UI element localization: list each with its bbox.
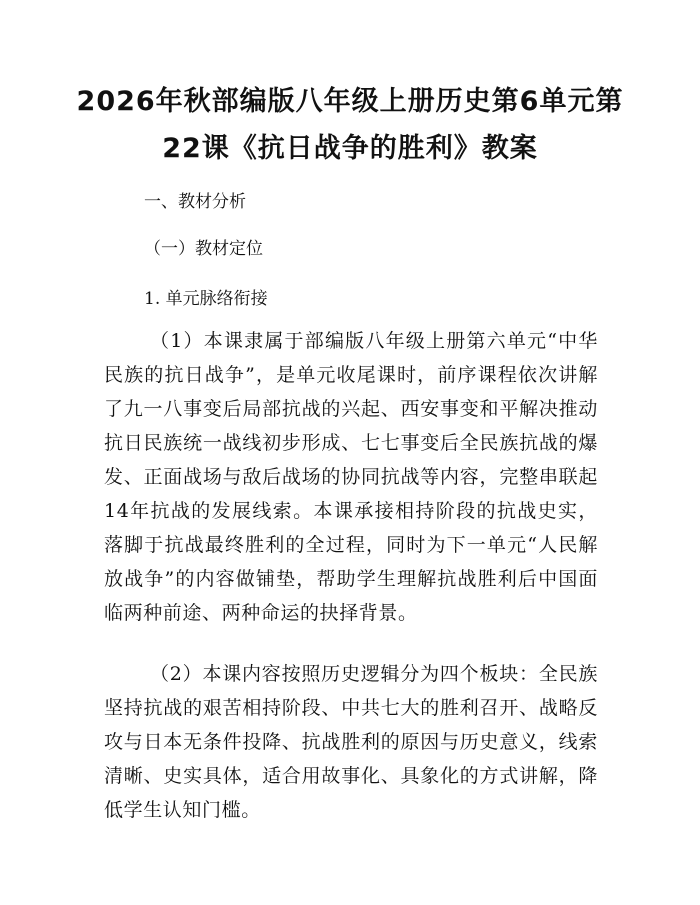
subsection-heading: （一）教材定位 <box>144 239 263 259</box>
document-title-line-2: 22课《抗日战争的胜利》教案 <box>162 133 538 164</box>
item-heading: 1. 单元脉络衔接 <box>144 289 268 309</box>
section-heading: 一、教材分析 <box>144 192 246 212</box>
body-paragraph-1: （1）本课隶属于部编版八年级上册第六单元“中华民族的抗日战争”，是单元收尾课时，前序课程依次讲解了九一八事变后局部抗战的兴起、西安事变和平解决推动抗日民族统一战线初步形成、七七事变后全民族抗战的爆发、正面战场与敌后战场的协同抗战等内容，完整串联起14年抗战的发展线索。本课承接相持阶段的抗战史实，落脚于抗战最终胜利的全过程，同时为下一单元“人民解放战争”的内容做铺垫，帮助学生理解抗战胜利后中国面临两种前途、两种命运的抉择背景。 <box>104 330 598 624</box>
document-title-line-1: 2026年秋部编版八年级上册历史第6单元第 <box>76 86 624 117</box>
body-paragraph-2: （2）本课内容按照历史逻辑分为四个板块：全民族坚持抗战的艰苦相持阶段、中共七大的胜利召开、战略反攻与日本无条件投降、抗战胜利的原因与历史意义，线索清晰、史实具体，适合用故事化、具象化的方式讲解，降低学生认知门槛。 <box>104 663 598 821</box>
